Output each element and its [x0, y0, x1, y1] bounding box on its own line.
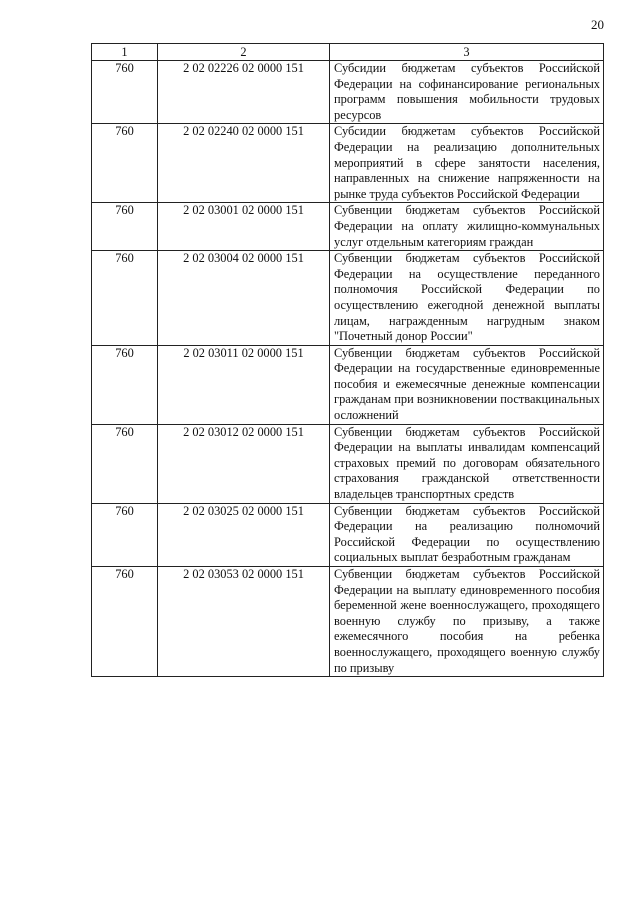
table-row — [92, 503, 604, 566]
table-row — [92, 124, 604, 203]
table-row — [92, 345, 604, 424]
income-description-cell: Субвенции бюджетам субъектов Российской Федерации на осуществление переданного полномочия Российской Федерации по осуществлению ежегодной денежной выплаты лицам, награжденным нагрудным знаком "Почетный донор России" — [330, 251, 604, 346]
budget-codes-table — [91, 43, 604, 677]
column-header-1: 1 — [92, 44, 158, 61]
column-header-2: 2 — [158, 44, 330, 61]
budget-classification-code-cell: 2 02 03012 02 0000 151 — [158, 424, 330, 503]
table-row — [92, 61, 604, 124]
admin-code-cell: 760 — [92, 345, 158, 424]
column-header-3: 3 — [330, 44, 604, 61]
budget-classification-code-cell: 2 02 02240 02 0000 151 — [158, 124, 330, 203]
admin-code-cell: 760 — [92, 567, 158, 677]
income-description-cell: Субвенции бюджетам субъектов Российской Федерации на государственные единовременные пособия и ежемесячные денежные компенсации гражданам при возникновении поствакцинальных осложнений — [330, 345, 604, 424]
admin-code-cell: 760 — [92, 251, 158, 346]
income-description-cell: Субвенции бюджетам субъектов Российской Федерации на реализацию полномочий Российской Федерации по осуществлению социальных выплат безработным гражданам — [330, 503, 604, 566]
admin-code-cell: 760 — [92, 61, 158, 124]
page-number: 20 — [591, 17, 604, 32]
income-description-cell: Субвенции бюджетам субъектов Российской Федерации на выплаты инвалидам компенсаций страховых премий по договорам обязательного страхования гражданской ответственности владельцев транспортных средств — [330, 424, 604, 503]
income-description-cell: Субсидии бюджетам субъектов Российской Федерации на реализацию дополнительных мероприятий в сфере занятости населения, направленных на снижение напряженности на рынке труда субъектов Российской Федерации — [330, 124, 604, 203]
budget-classification-code-cell: 2 02 03053 02 0000 151 — [158, 567, 330, 677]
budget-classification-code-cell: 2 02 02226 02 0000 151 — [158, 61, 330, 124]
table-row — [92, 424, 604, 503]
budget-classification-code-cell: 2 02 03025 02 0000 151 — [158, 503, 330, 566]
admin-code-cell: 760 — [92, 424, 158, 503]
admin-code-cell: 760 — [92, 203, 158, 251]
income-description-cell: Субвенции бюджетам субъектов Российской Федерации на оплату жилищно-коммунальных услуг отдельным категориям граждан — [330, 203, 604, 251]
table-row — [92, 567, 604, 677]
income-description-cell: Субсидии бюджетам субъектов Российской Федерации на софинансирование региональных программ повышения мобильности трудовых ресурсов — [330, 61, 604, 124]
budget-classification-code-cell: 2 02 03004 02 0000 151 — [158, 251, 330, 346]
admin-code-cell: 760 — [92, 124, 158, 203]
table-row — [92, 203, 604, 251]
admin-code-cell: 760 — [92, 503, 158, 566]
budget-classification-code-cell: 2 02 03001 02 0000 151 — [158, 203, 330, 251]
table-row — [92, 251, 604, 346]
budget-classification-code-cell: 2 02 03011 02 0000 151 — [158, 345, 330, 424]
income-description-cell: Субвенции бюджетам субъектов Российской Федерации на выплату единовременного пособия беременной жене военнослужащего, проходящего военную службу по призыву, а также ежемесячного пособия на ребенка военнослужащего, проходящего военную службу по призыву — [330, 567, 604, 677]
table-header-row — [92, 44, 604, 61]
